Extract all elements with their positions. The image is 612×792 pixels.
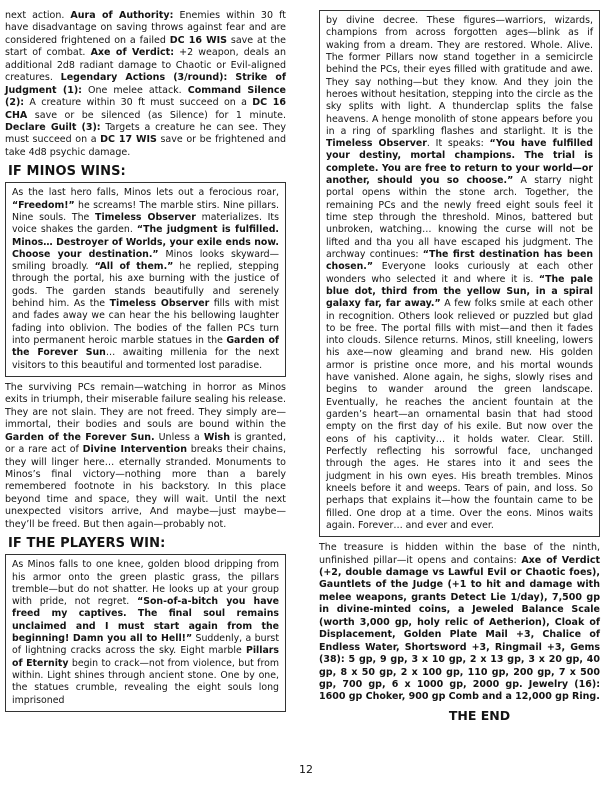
bold-text-run: “You have fulfilled your destiny, mortal champions. The trial is complete. You are free to return to your world—or another, should you so choose.”	[326, 138, 593, 187]
text-run: by divine decree. These figures—warriors, wizards, champions from across forgotten ages—blink as if waking from a dream. They are restored. Whole. Alive. The former Pillars now stand together in a semicircle behind the PCs, their eyes filled with gratitude and awe. They say nothing—but they know. And they join the heroes without hesitation, stepping into the circle as the sky splits with light. A thunderclap splits the false heavens. A henge monolith of stone appears before you in a ring of sparkling flashes and starlight. It is the	[326, 15, 593, 137]
text-run: Suddenly, a burst of lightning cracks across the sky. Eight marble	[12, 633, 279, 657]
text-run: One melee attack.	[81, 84, 188, 96]
text-run: he replied, stepping through the portal, his axe burning with the justice of gods. The garden stands beautifully and serenely behind him. As the	[12, 261, 280, 310]
players-win-boxed-text	[5, 554, 286, 712]
treasure-paragraph	[319, 542, 600, 704]
bold-text-run: Timeless Observer	[95, 211, 196, 223]
bold-text-run: Timeless Observer	[109, 298, 210, 310]
text-run: he screams! The marble stirs. Nine pillars. Nine souls. The	[12, 199, 279, 223]
text-run: save at the start of combat.	[5, 34, 286, 59]
text-run: The surviving PCs remain—watching in horror as Minos exits in triumph, their miserable failure sealing his release. They are not slain. They are not freed. They simply are—immortal, their bodies and souls are bound within the	[5, 381, 286, 431]
text-run: . It speaks:	[426, 138, 490, 150]
bold-text-run: Pillars of Eternity	[12, 645, 279, 669]
text-run: A starry night portal opens within the stone arch. Together, the remaining PCs and the newly freed eight souls feel it time step through the threshold. Minos, battered but unbroken, watching… knowing the curse will not be lifted and tha you all have escaped his judgment. The archway continues:	[326, 175, 593, 260]
text-run: A few folks smile at each other in recognition. Others look relieved or puzzled but glad to be free. The portal fills with mist—and then it fades into clouds. Silence returns. Minos, still kneeling, lowers his axe—now gleaming and brand new. His golden armor is pristine once more, and his mortal wounds have vanished. Alone again, he sighs, slowly rises and begins to wander around the green landscape. Eventually, he reaches the ancient fountain at the garden’s heart—an ornamental basin that had stood empty on the first day of his exile. But now over the eons of his captivity… it holds water. Clear. Still. Perfectly reflecting his sorrowful face, unchanged through the ages. He stares into it and sees the judgment in his own eyes. His breath trembles. Minos kneels before it and weeps. Tears of pain, and loss. So perhaps that explains it—how the fountain came to be filled. One drop at a time. Over the eons. Minos waits again. Forever… and ever and ever.	[326, 298, 594, 531]
bold-text-run: Axe of Verdict (+2, double damage vs Lawful Evil or Chaotic foes), Gauntlets of the Judge (+1 to hit and damage with melee weapons, grants Detect Lie 1/day), 7,500 gp in divine-minted coins, a Jeweled Balance Scale (worth 3,000 gp, holy relic of Aetherion), Cloak of Displacement, Golden Plate Mail +3, Chalice of Endless Water, Shortsword +3, Ringmail +3, Gems (38): 5 gp, 9 gp, 3 x 10 gp, 2 x 13 gp, 3 x 20 gp, 40 gp, 8 x 50 gp, 2 x 100 gp, 110 gp, 200 gp, 7 x 500 gp, 700 gp, 6 x 1000 gp, 2000 gp. Jewelry (16): 1600 gp Choker, 900 gp Comb and a 12,000 gp Ring.	[319, 554, 600, 703]
text-run: materializes. Its voice shakes the garden.	[12, 211, 279, 236]
bold-text-run: “Son-of-a-bitch you have freed my captives. The final soul remains unclaimed and I must start again from the beginning! Damn you all to Hell!”	[12, 596, 279, 645]
bold-text-run: “The first destination has been chosen.”	[326, 248, 594, 273]
bold-text-run: DC 16 WIS	[169, 34, 228, 46]
text-run: Minos looks skyward—smiling broadly.	[12, 248, 279, 273]
text-run: The treasure is hidden within the base of the ninth, unfinished pillar—it opens and contains:	[319, 542, 600, 566]
surviving-pcs-paragraph	[5, 382, 286, 531]
bold-text-run: DC 16 CHA	[5, 97, 286, 121]
bold-text-run: Aura of Authority:	[70, 10, 174, 21]
minos-wins-read-aloud	[12, 187, 279, 372]
bold-text-run: DC 17 WIS	[100, 134, 157, 146]
bold-text-run: Command Silence (2):	[5, 84, 286, 109]
players-win-read-aloud-continued	[326, 15, 593, 532]
left-column	[5, 10, 286, 712]
text-run: fills with mist and fades away we can hear the his bellowing laughter fading into oblivion. The bodies of the fallen PCs turn into permanent heroic marble statues in the	[12, 298, 279, 346]
text-run: Unless a	[154, 431, 204, 443]
text-run: next action.	[5, 10, 71, 21]
bold-text-run: Legendary Actions (3/round): Strike of Judgment (1):	[5, 72, 286, 96]
minos-wins-boxed-text	[5, 182, 286, 377]
players-win-read-aloud	[12, 559, 279, 707]
players-win-boxed-text-continued	[319, 10, 600, 537]
text-run: breaks their chains, they will linger here… eternally stranded. Monuments to Minos’s final victory—nothing more than a barely remembered footnote in his backstory. In this place beyond time and space, they will wait. Until the next unexpected visitors arrive, And maybe—just maybe—they’ll be freed. But then again—probably not.	[5, 444, 286, 530]
section-heading-players-win: IF THE PLAYERS WIN:	[8, 536, 166, 552]
bold-text-run: Garden of the Forever Sun	[12, 335, 279, 359]
text-run: Everyone looks curiously at each other wonders who selected it and where it is.	[326, 261, 593, 285]
stat-block-text	[5, 10, 286, 159]
text-run: is granted, or a rare act of	[5, 431, 286, 456]
text-run: As Minos falls to one knee, golden blood dripping from his armor onto the green plastic grass, the pillars tremble—but do not shatter. He looks up at your group with pride, not regret.	[12, 559, 279, 608]
text-run: A creature within 30 ft must succeed on a	[24, 97, 253, 109]
bold-text-run: “The pale blue dot, third from the yellow Sun, in a spiral galaxy far, far away.”	[326, 273, 593, 310]
text-run: save or be silenced (as Silence) for 1 minute.	[27, 109, 286, 121]
text-run: +2 weapon, deals an additional 2d8 radiant damage to Chaotic or Evil-aligned creatures.	[5, 47, 286, 84]
bold-text-run: Declare Guilt (3):	[5, 121, 101, 133]
the-end-heading: THE END	[448, 707, 511, 723]
text-run: … awaiting millenia for the next visitors to this beautiful and tormented lost paradise.	[12, 347, 279, 371]
bold-text-run: “All of them.”	[94, 261, 174, 273]
text-run: begin to crack—not from violence, but from within. Light shines through ancient stone. One by one, the statues crumble, revealing the eight souls long imprisoned	[12, 657, 279, 706]
bold-text-run: Timeless Observer	[326, 138, 427, 150]
section-heading-minos-wins: IF MINOS WINS:	[8, 164, 126, 180]
text-run: Targets a creature he can see. They must succeed on a	[5, 121, 286, 146]
bold-text-run: Wish	[203, 431, 230, 443]
bold-text-run: “Freedom!”	[12, 199, 75, 211]
bold-text-run: “The judgment is fulfilled. Minos… Destroyer of Worlds, your exile ends now. Choose your destination.”	[12, 224, 279, 260]
bold-text-run: Garden of the Forever Sun.	[5, 431, 155, 443]
text-run: save or be frightened and take 4d8 psychic damage.	[5, 134, 286, 158]
bold-text-run: Axe of Verdict:	[90, 47, 174, 59]
right-column	[319, 10, 600, 723]
text-run: As the last hero falls, Minos lets out a ferocious roar,	[12, 187, 279, 199]
bold-text-run: Divine Intervention	[82, 444, 187, 456]
text-run: Enemies within 30 ft have disadvantage on saving throws against fear and are considered frightened on a failed	[5, 10, 286, 46]
page-number: 12	[299, 763, 313, 776]
